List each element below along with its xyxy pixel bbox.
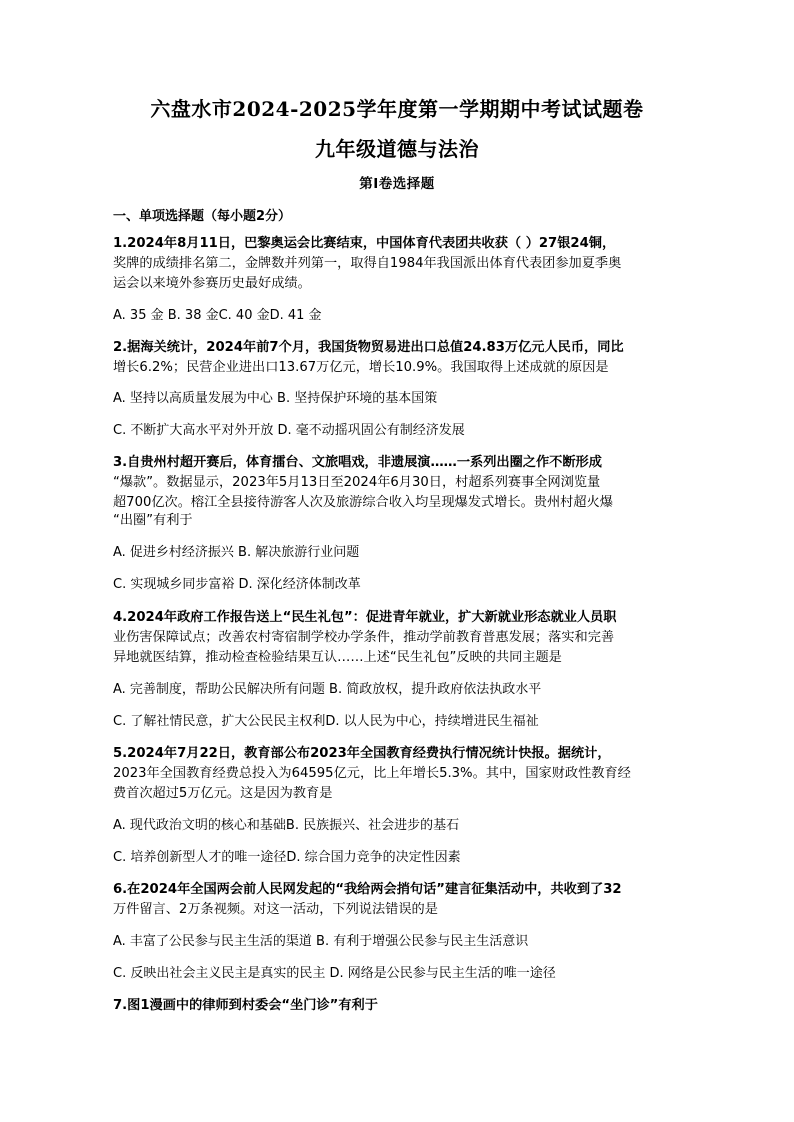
question-2-options-cd: C. 不断扩大高水平对外开放 D. 毫不动摇巩固公有制经济发展 bbox=[113, 423, 465, 438]
question-3-line-2: “爆款”。数据显示，2023年5月13日至2024年6月30日，村超系列赛事全网浏览量 bbox=[113, 475, 601, 490]
question-2-line-1: 2.据海关统计，2024年前7个月，我国货物贸易进出口总值24.83万亿元人民币，同比 bbox=[113, 340, 624, 355]
question-7-line-1: 7.图1漫画中的律师到村委会“坐门诊”有利于 bbox=[113, 998, 378, 1013]
question-6-line-1: 6.在2024年全国两会前人民网发起的“我给两会捎句话”建言征集活动中，共收到了32 bbox=[113, 882, 622, 897]
question-3-options-ab: A. 促进乡村经济振兴 B. 解决旅游行业问题 bbox=[113, 545, 360, 560]
question-6-line-2: 万件留言、2万条视频。对这一活动，下列说法错误的是 bbox=[113, 902, 438, 917]
question-3-line-4: “出圈”有利于 bbox=[113, 513, 193, 528]
question-5-options-ab: A. 现代政治文明的核心和基础B. 民族振兴、社会进步的基石 bbox=[113, 818, 460, 833]
question-3-line-1: 3.自贵州村超开赛后，体育擂台、文旅唱戏，非遗展演……一系列出圈之作不断形成 bbox=[113, 455, 602, 470]
question-1-line-1: 1.2024年8月11日，巴黎奥运会比赛结束，中国体育代表团共收获（ ）27银24铜， bbox=[113, 236, 616, 251]
question-6-options-ab: A. 丰富了公民参与民主生活的渠道 B. 有利于增强公民参与民主生活意识 bbox=[113, 934, 529, 949]
question-3-options-cd: C. 实现城乡同步富裕 D. 深化经济体制改革 bbox=[113, 577, 361, 592]
question-4-options-cd: C. 了解社情民意，扩大公民民主权利D. 以人民为中心，持续增进民生福祉 bbox=[113, 714, 539, 729]
question-4-line-2: 业伤害保障试点；改善农村寄宿制学校办学条件，推动学前教育普惠发展；落实和完善 bbox=[113, 630, 615, 645]
question-2-line-2: 增长6.2%；民营企业进出口13.67万亿元，增长10.9%。我国取得上述成就的原因是 bbox=[113, 360, 609, 375]
question-4-options-ab: A. 完善制度，帮助公民解决所有问题 B. 简政放权，提升政府依法执政水平 bbox=[113, 682, 542, 697]
question-4-line-3: 异地就医结算，推动检查检验结果互认……上述“民生礼包”反映的共同主题是 bbox=[113, 650, 562, 665]
question-5-line-3: 费首次超过5万亿元。这是因为教育是 bbox=[113, 786, 333, 801]
question-6-options-cd: C. 反映出社会主义民主是真实的民主 D. 网络是公民参与民主生活的唯一途径 bbox=[113, 966, 556, 981]
exam-title: 六盘水市2024-2025学年度第一学期期中考试试题卷 bbox=[150, 97, 644, 121]
question-5-line-2: 2023年全国教育经费总投入为64595亿元，比上年增长5.3%。其中，国家财政性教育经 bbox=[113, 766, 631, 781]
question-3-line-3: 超700亿次。榕江全县接待游客人次及旅游综合收入均呈现爆发式增长。贵州村超火爆 bbox=[113, 495, 613, 510]
question-1-line-2: 奖牌的成绩排名第二，金牌数并列第一，取得自1984年我国派出体育代表团参加夏季奥 bbox=[113, 256, 622, 271]
part-title: 第Ⅰ卷选择题 bbox=[359, 176, 435, 192]
question-1-line-3: 运会以来境外参赛历史最好成绩。 bbox=[113, 276, 311, 291]
question-2-options-ab: A. 坚持以高质量发展为中心 B. 坚持保护环境的基本国策 bbox=[113, 391, 438, 406]
question-1-options: A. 35 金 B. 38 金C. 40 金D. 41 金 bbox=[113, 308, 322, 323]
subject-title: 九年级道德与法治 bbox=[315, 137, 479, 161]
section-heading: 一、单项选择题（每小题2分） bbox=[113, 209, 292, 224]
question-5-line-1: 5.2024年7月22日，教育部公布2023年全国教育经费执行情况统计快报。据统计， bbox=[113, 746, 611, 761]
question-4-line-1: 4.2024年政府工作报告送上“民生礼包”：促进青年就业，扩大新就业形态就业人员职 bbox=[113, 610, 617, 625]
question-5-options-cd: C. 培养创新型人才的唯一途径D. 综合国力竞争的决定性因素 bbox=[113, 850, 461, 865]
